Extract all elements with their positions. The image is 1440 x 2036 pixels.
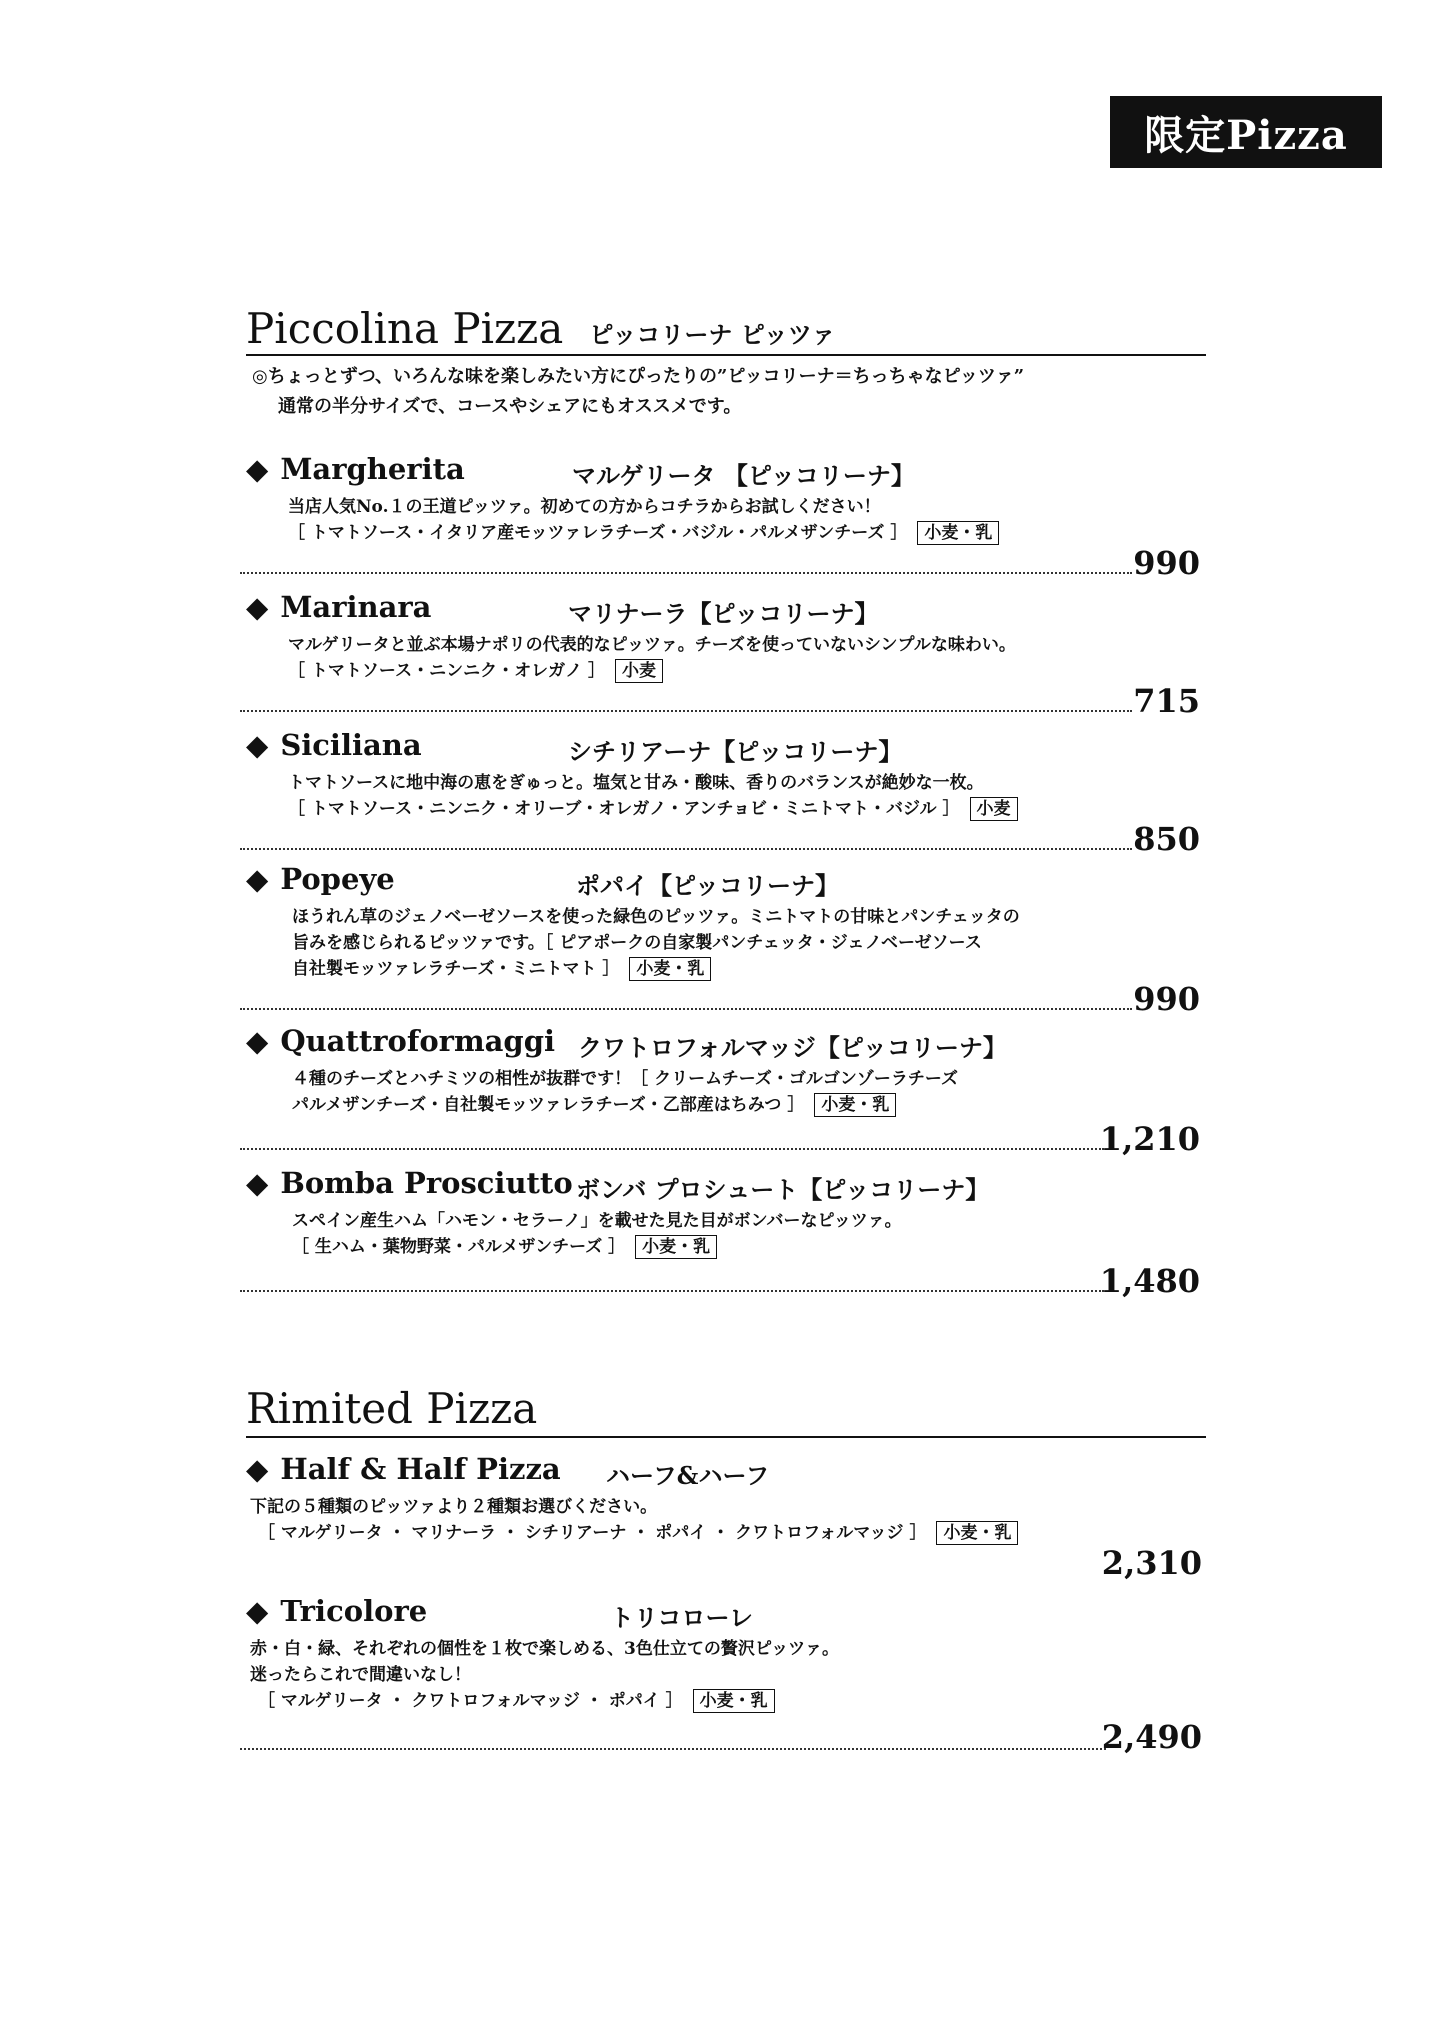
item-name-jp: クワトロフォルマッジ【ピッコリーナ】 xyxy=(578,1033,1007,1062)
desc-line xyxy=(292,1234,902,1260)
section-title-rimited xyxy=(246,1384,537,1433)
item-name: Siciliana xyxy=(280,728,422,762)
item-heading xyxy=(246,590,879,628)
item-name: Marinara xyxy=(280,590,432,624)
item-name: Popeye xyxy=(280,862,395,896)
desc-line xyxy=(288,520,999,546)
desc-ingredients: ［ マルゲリータ ・ マリナーラ ・ シチリアーナ ・ ポパイ ・ クワトロフォルマッジ ］ xyxy=(258,1523,927,1543)
desc-line: 当店人気No.１の王道ピッツァ。初めての方からコチラからお試しください！ xyxy=(288,497,881,517)
item-name: Bomba Prosciutto xyxy=(280,1166,573,1200)
dotted-leader xyxy=(240,710,1132,712)
diamond-bullet-icon: ◆ xyxy=(246,590,269,624)
item-price: 715 xyxy=(1133,682,1200,720)
diamond-bullet-icon: ◆ xyxy=(246,1594,269,1628)
desc-line xyxy=(288,796,1018,822)
desc-ingredients: パルメザンチーズ・自社製モッツァレラチーズ・乙部産はちみつ ］ xyxy=(292,1095,805,1115)
allergen-tag: 小麦・乳 xyxy=(693,1689,775,1713)
item-name-jp: マリナーラ【ピッコリーナ】 xyxy=(568,599,879,628)
section-intro xyxy=(252,362,1024,422)
desc-line xyxy=(288,658,1016,684)
desc-line xyxy=(250,1520,1018,1546)
item-description xyxy=(288,494,999,546)
allergen-tag: 小麦 xyxy=(970,797,1018,821)
dotted-leader xyxy=(240,1290,1104,1292)
item-price: 2,310 xyxy=(1101,1544,1202,1582)
desc-line: ほうれん草のジェノベーゼソースを使った緑色のピッツァ。ミニトマトの甘味とパンチェッタの xyxy=(292,907,1020,927)
allergen-tag: 小麦・乳 xyxy=(917,521,999,545)
item-description xyxy=(292,904,1020,982)
item-name-jp: マルゲリータ 【ピッコリーナ】 xyxy=(572,461,915,490)
diamond-bullet-icon: ◆ xyxy=(246,1452,269,1486)
section-title-en: Rimited Pizza xyxy=(246,1384,538,1433)
desc-line: ４種のチーズとハチミツの相性が抜群です！［ クリームチーズ・ゴルゴンゾーラチーズ xyxy=(292,1069,959,1089)
item-name: Half & Half Pizza xyxy=(280,1452,561,1486)
item-description xyxy=(250,1494,1018,1546)
desc-line: マルゲリータと並ぶ本場ナポリの代表的なピッツァ。チーズを使っていないシンプルな味わい。 xyxy=(288,635,1016,655)
section-title-jp: ピッコリーナ ピッツァ xyxy=(589,320,836,349)
item-heading xyxy=(246,1166,990,1204)
desc-line: 赤・白・緑、それぞれの個性を１枚で楽しめる、3色仕立ての贅沢ピッツァ。 xyxy=(250,1639,839,1659)
section-divider xyxy=(246,1436,1206,1438)
item-price: 1,480 xyxy=(1099,1262,1200,1300)
allergen-tag: 小麦 xyxy=(615,659,663,683)
item-price: 1,210 xyxy=(1099,1120,1200,1158)
item-description xyxy=(288,632,1016,684)
item-heading xyxy=(246,862,840,900)
diamond-bullet-icon: ◆ xyxy=(246,862,269,896)
dotted-leader xyxy=(240,1008,1132,1010)
desc-ingredients: ［ トマトソース・ニンニク・オレガノ ］ xyxy=(288,661,605,681)
allergen-tag: 小麦・乳 xyxy=(629,957,711,981)
item-heading xyxy=(246,728,903,766)
desc-ingredients: 自社製モッツァレラチーズ・ミニトマト ］ xyxy=(292,959,620,979)
item-name-jp: ハーフ&ハーフ xyxy=(606,1461,770,1490)
item-heading xyxy=(246,1452,770,1490)
item-name: Margherita xyxy=(280,452,465,486)
desc-ingredients: ［ トマトソース・イタリア産モッツァレラチーズ・バジル・パルメザンチーズ ］ xyxy=(288,523,908,543)
diamond-bullet-icon: ◆ xyxy=(246,728,269,762)
allergen-tag: 小麦・乳 xyxy=(814,1093,896,1117)
item-name-jp: ボンバ プロシュート【ピッコリーナ】 xyxy=(576,1175,990,1204)
section-divider xyxy=(246,354,1206,356)
item-name-jp: トリコローレ xyxy=(610,1603,754,1632)
item-price: 990 xyxy=(1133,544,1200,582)
desc-line xyxy=(292,956,1020,982)
item-description xyxy=(250,1636,839,1714)
diamond-bullet-icon: ◆ xyxy=(246,452,269,486)
desc-ingredients: ［ トマトソース・ニンニク・オリーブ・オレガノ・アンチョビ・ミニトマト・バジル ］ xyxy=(288,799,960,819)
section-title-piccolina xyxy=(246,304,836,353)
item-description xyxy=(292,1208,902,1260)
item-description xyxy=(292,1066,958,1118)
dotted-leader xyxy=(240,1148,1104,1150)
desc-line: トマトソースに地中海の恵をぎゅっと。塩気と甘み・酸味、香りのバランスが絶妙な一枚。 xyxy=(288,773,984,793)
desc-line: 迷ったらこれで間違いなし！ xyxy=(250,1665,471,1685)
diamond-bullet-icon: ◆ xyxy=(246,1024,269,1058)
item-price: 2,490 xyxy=(1101,1718,1202,1756)
section-title-en: Piccolina Pizza xyxy=(246,304,564,353)
item-description xyxy=(288,770,1018,822)
dotted-leader xyxy=(240,848,1132,850)
dotted-leader xyxy=(240,572,1132,574)
item-name-jp: ポパイ【ピッコリーナ】 xyxy=(576,871,840,900)
item-heading xyxy=(246,1594,754,1632)
intro-line: ◎ちょっとずつ、いろんな味を楽しみたい方にぴったりの”ピッコリーナ＝ちっちゃなピッツァ” xyxy=(252,366,1025,387)
limited-pizza-badge: 限定Pizza xyxy=(1110,96,1382,168)
desc-line: 下記の５種類のピッツァより２種類お選びください。 xyxy=(250,1497,658,1517)
intro-line: 通常の半分サイズで、コースやシェアにもオススメです。 xyxy=(278,396,742,417)
diamond-bullet-icon: ◆ xyxy=(246,1166,269,1200)
desc-line xyxy=(292,1092,958,1118)
allergen-tag: 小麦・乳 xyxy=(936,1521,1018,1545)
desc-line xyxy=(250,1688,839,1714)
desc-line: 旨みを感じられるピッツァです。［ ピアポークの自家製パンチェッタ・ジェノベーゼソース xyxy=(292,933,982,953)
desc-ingredients: ［ 生ハム・葉物野菜・パルメザンチーズ ］ xyxy=(292,1237,626,1257)
item-price: 990 xyxy=(1133,980,1200,1018)
dotted-leader xyxy=(240,1748,1106,1750)
item-heading xyxy=(246,1024,1007,1062)
desc-ingredients: ［ マルゲリータ ・ クワトロフォルマッジ ・ ポパイ ］ xyxy=(258,1691,683,1711)
allergen-tag: 小麦・乳 xyxy=(635,1235,717,1259)
item-price: 850 xyxy=(1133,820,1200,858)
item-name: Tricolore xyxy=(280,1594,428,1628)
item-name: Quattroformaggi xyxy=(280,1024,556,1058)
item-heading xyxy=(246,452,915,490)
desc-line: スペイン産生ハム「ハモン・セラーノ」を載せた見た目がボンバーなピッツァ。 xyxy=(292,1211,902,1231)
item-name-jp: シチリアーナ【ピッコリーナ】 xyxy=(568,737,903,766)
